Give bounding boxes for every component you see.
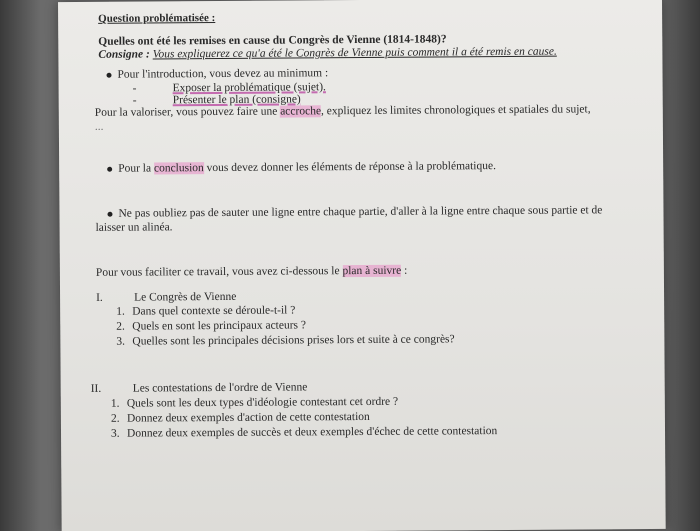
part-title: Les contestations de l'ordre de Vienne (132, 381, 308, 395)
valoriser-post: , expliquez les limites chronologiques et spatiales du sujet, (320, 103, 591, 118)
intro-item-text: Présenter le plan (consigne) (172, 93, 301, 107)
plan-lead (96, 264, 407, 280)
dash-marker: - (132, 94, 137, 107)
plan-lead-pre: Pour vous faciliter ce travail, vous avez ci-dessous le (95, 265, 343, 279)
question-number: 1. (110, 397, 120, 410)
question-number: 3. (110, 427, 120, 440)
note-text-1: Ne pas oubliez pas de sauter une ligne entre chaque partie, d'aller à la ligne entre chaque sous partie et de (118, 204, 603, 220)
plan-part-title (91, 380, 308, 396)
consigne-line (98, 45, 557, 62)
question-text: Donnez deux exemples de succès et deux exemples d'échec de cette contestation (126, 425, 498, 440)
conclusion-line (107, 159, 496, 176)
question-text: Quels sont les deux types d'idéologie contestant cet ordre ? (126, 395, 399, 410)
question-text: Donnez deux exemples d'action de cette contestation (126, 410, 370, 425)
question-number: 2. (116, 320, 125, 333)
conclusion-post: vous devez donner les éléments de réponse à la problématique. (203, 160, 497, 175)
worksheet-paper (58, 0, 666, 531)
conclusion-pre: Pour la (118, 162, 154, 175)
plan-part-title (96, 290, 236, 305)
conclusion-highlight: conclusion (153, 162, 204, 175)
question-number: 1. (116, 305, 125, 318)
section-label: Question problématisée : (98, 12, 216, 25)
plan-question (116, 303, 295, 318)
question-text: Quels en sont les principaux acteurs ? (132, 319, 307, 333)
plan-lead-post: : (401, 264, 408, 277)
plan-question (116, 332, 454, 348)
dash-marker: - (132, 82, 137, 95)
valoriser-pre: Pour la valoriser, vous pouvez faire une (94, 105, 281, 119)
question-number: 2. (110, 412, 120, 425)
intro-lead-text: Pour l'introduction, vous devez au minimum : (117, 67, 329, 81)
intro-lead (106, 66, 328, 82)
question-number: 3. (116, 335, 126, 348)
bullet-icon (107, 167, 112, 172)
part-title: Le Congrès de Vienne (134, 290, 237, 304)
valoriser-line (95, 102, 591, 119)
question-title: Quelles ont été les remises en cause du Congrès de Vienne (1814-1848)? (98, 33, 447, 48)
bullet-icon (107, 73, 112, 78)
bullet-icon (107, 212, 112, 217)
intro-item-text: Exposer la problématique (sujet). (172, 81, 326, 95)
plan-question (111, 424, 497, 441)
valoriser-highlight: accroche (280, 105, 322, 118)
plan-lead-highlight: plan à suivre (342, 264, 402, 278)
note-line-1 (107, 203, 602, 220)
plan-question (111, 395, 398, 411)
part-numeral: I. (96, 291, 103, 304)
question-text: Quelles sont les principales décisions prises lors et suite à ce congrès? (132, 333, 455, 348)
note-line-2: laisser un alinéa. (95, 221, 173, 234)
consigne-text: Vous expliquerez ce qu'a été le Congrès de Vienne puis comment il a été remis en cause. (152, 45, 557, 61)
ellipsis: ... (94, 120, 104, 133)
plan-question (116, 318, 306, 333)
question-text: Dans quel contexte se déroule-t-il ? (132, 304, 296, 318)
part-numeral: II. (90, 382, 102, 395)
consigne-label: Consigne : (98, 48, 150, 61)
plan-question (111, 410, 370, 426)
